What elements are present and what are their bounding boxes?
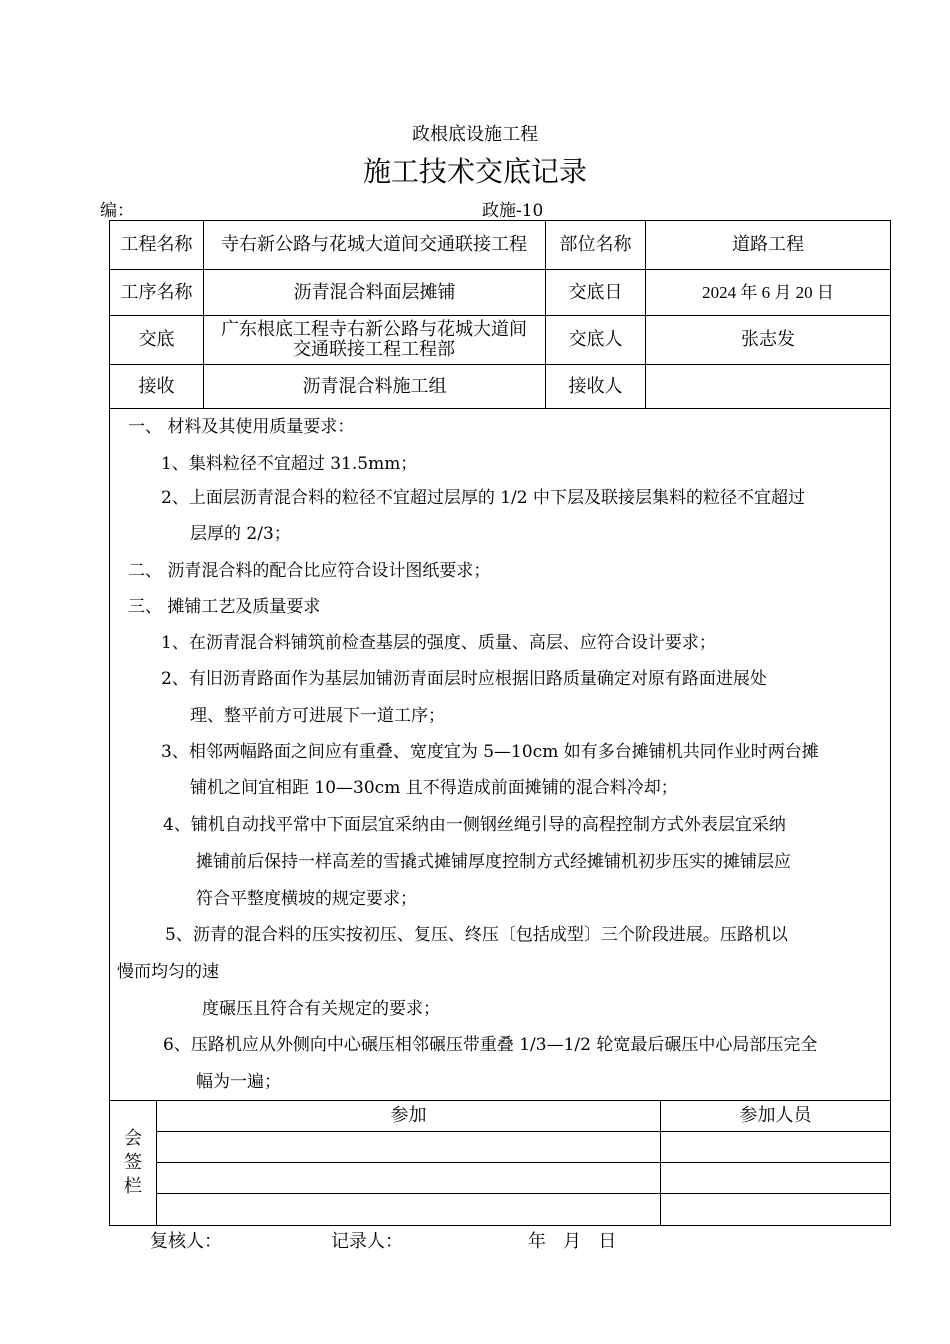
content-line: 幅为一遍； <box>196 1072 281 1092</box>
content-line: 1、在沥青混合料铺筑前检查基层的强度、质量、高层、应符合设计要求； <box>161 633 716 653</box>
content-line: 慢而均匀的速 <box>117 962 219 982</box>
content-line: 5、沥青的混合料的压实按初压、复压、终压〔包括成型〕三个阶段进展。压路机以 <box>165 925 788 945</box>
signature-label-char: 栏 <box>124 1176 142 1197</box>
receiver-label: 接收人 <box>568 375 623 397</box>
signature-row-divider <box>156 1162 891 1163</box>
content-line: 层厚的 2/3； <box>190 524 291 544</box>
content-line: 6、压路机应从外侧向中心碾压相邻碾压带重叠 1/3—1/2 轮宽最后碾压中心局部压完全 <box>163 1035 818 1055</box>
content-line: 3、相邻两幅路面之间应有重叠、宽度宜为 5—10cm 如有多台摊铺机共同作业时两台摊 <box>161 742 819 762</box>
briefing-party-label: 交底 <box>138 329 175 350</box>
signature-col1-header: 参加 <box>390 1105 427 1126</box>
document-subtitle: 政根底设施工程 <box>412 124 538 145</box>
date-label: 年 月 日 <box>528 1231 617 1252</box>
content-line: 4、铺机自动找平常中下面层宜采纳由一侧钢丝绳引导的高程控制方式外表层宜采纳 <box>163 815 786 835</box>
document-title: 施工技术交底记录 <box>362 155 587 188</box>
signature-label <box>110 1101 156 1225</box>
section-heading: 二、 沥青混合料的配合比应符合设计图纸要求； <box>128 561 491 581</box>
content-line: 2、有旧沥青路面作为基层加铺沥青面层时应根据旧路质量确定对原有路面进展处 <box>161 669 767 689</box>
section-name-value: 道路工程 <box>732 234 804 255</box>
signature-label-char: 签 <box>124 1152 142 1173</box>
content-line: 度碾压且符合有关规定的要求； <box>202 999 440 1019</box>
section-heading: 三、 摊铺工艺及质量要求 <box>128 597 321 617</box>
reviewer-label: 复核人： <box>150 1231 222 1252</box>
content-line: 理、整平前方可进展下一道工序； <box>190 706 445 726</box>
content-line: 铺机之间宜相距 10—30cm 且不得造成前面摊铺的混合料冷却； <box>190 778 678 798</box>
edit-label: 编： <box>100 201 134 221</box>
process-name-value: 沥青混合料面层摊铺 <box>293 281 456 303</box>
receiver-party-label: 接收 <box>138 375 175 397</box>
section-heading: 一、 材料及其使用质量要求： <box>128 417 355 437</box>
recorder-label: 记录人： <box>331 1231 403 1252</box>
signature-row-divider <box>156 1131 891 1132</box>
content-line: 1、集料粒径不宜超过 31.5mm； <box>161 454 418 474</box>
receiver-party-value: 沥青混合料施工组 <box>302 375 447 397</box>
row-divider <box>109 408 891 409</box>
briefing-date-value: 2024 年 6 月 20 日 <box>702 282 834 302</box>
document-number: 政施-10 <box>482 201 544 221</box>
content-line: 符合平整度横坡的规定要求； <box>196 889 417 909</box>
signature-col2-header: 参加人员 <box>739 1105 812 1126</box>
briefer-value: 张志发 <box>741 329 795 350</box>
signature-row-divider <box>156 1193 891 1194</box>
receiver-value <box>646 365 890 408</box>
content-line: 2、上面层沥青混合料的粒径不宜超过层厚的 1/2 中下层及联接层集料的粒径不宜超过 <box>161 488 805 508</box>
project-name-label: 工程名称 <box>120 234 193 255</box>
briefing-date-label: 交底日 <box>568 281 623 303</box>
signature-label-char: 会 <box>124 1128 142 1149</box>
briefing-party-value: 广东根底工程寺右新公路与花城大道间交通联接工程工程部 <box>221 319 527 360</box>
section-name-label: 部位名称 <box>559 234 632 255</box>
briefer-label: 交底人 <box>568 329 623 350</box>
process-name-label: 工序名称 <box>120 281 193 303</box>
project-name-value: 寺右新公路与花城大道间交通联接工程 <box>221 234 527 255</box>
content-line: 摊铺前后保持一样高差的雪撬式摊铺厚度控制方式经摊铺机初步压实的摊铺层应 <box>196 852 791 872</box>
